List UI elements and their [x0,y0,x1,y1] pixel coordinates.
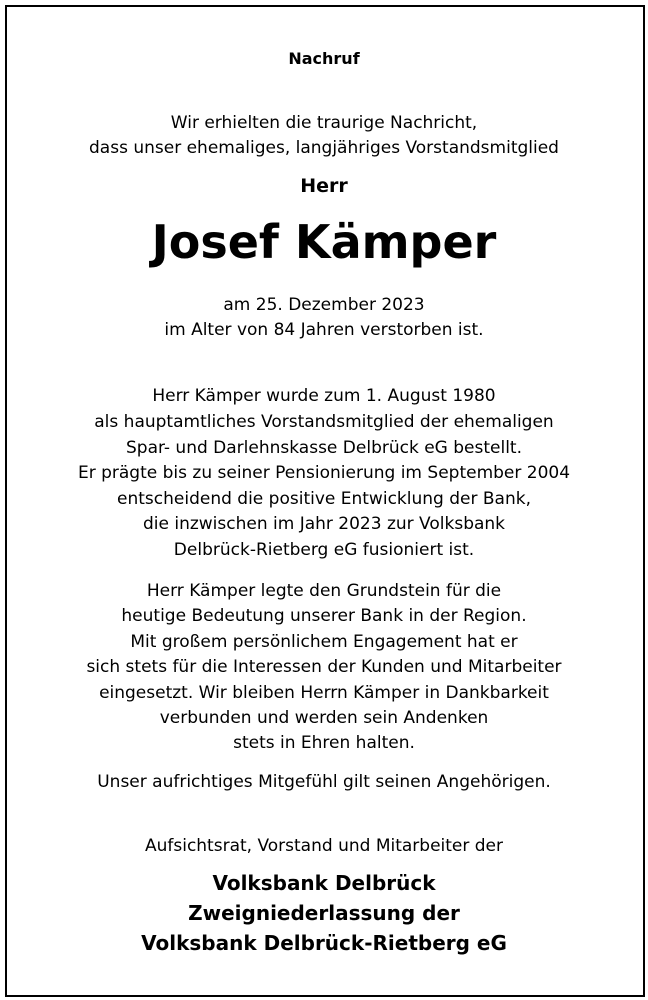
organization-line: Volksbank Delbrück-Rietberg eG [141,931,507,955]
paragraph1-line: als hauptamtliches Vorstandsmitglied der ehemaligen [94,412,554,432]
paragraph1-line: Spar- und Darlehnskasse Delbrück eG bestellt. [125,438,522,458]
paragraph1-line: entscheidend die positive Entwicklung der Bank, [117,489,531,509]
paragraph2-line: Herr Kämper legte den Grundstein für die [146,581,502,601]
paragraph2-line: stets in Ehren halten. [233,733,415,753]
age-line: im Alter von 84 Jahren verstorben ist. [164,320,484,340]
paragraph2-line: sich stets für die Interessen der Kunden und Mitarbeiter [86,657,562,677]
intro-line: Wir erhielten die traurige Nachricht, [170,113,478,133]
paragraph2-line: eingesetzt. Wir bleiben Herrn Kämper in Dankbarkeit [99,683,549,703]
salutation: Herr [300,175,348,197]
intro-line: dass unser ehemaliges, langjähriges Vorstandsmitglied [89,138,559,158]
organization-line: Volksbank Delbrück [212,871,436,895]
paragraph1-line: Delbrück-Rietberg eG fusioniert ist. [173,540,475,560]
death-date-line: am 25. Dezember 2023 [223,295,425,315]
deceased-name: Josef Kämper [151,215,497,269]
paragraph1-line: Herr Kämper wurde zum 1. August 1980 [152,386,496,406]
paragraph1-line: Er prägte bis zu seiner Pensionierung im September 2004 [77,463,571,483]
paragraph2-line: verbunden und werden sein Andenken [159,708,489,728]
organization-line: Zweigniederlassung der [188,901,460,925]
paragraph2-line: Mit großem persönlichem Engagement hat er [130,632,518,652]
signature-intro: Aufsichtsrat, Vorstand und Mitarbeiter der [144,836,504,856]
condolence-line: Unser aufrichtiges Mitgefühl gilt seinen Angehörigen. [97,772,551,792]
paragraph2-line: heutige Bedeutung unserer Bank in der Region. [121,606,527,626]
paragraph1-line: die inzwischen im Jahr 2023 zur Volksbank [142,514,506,534]
notice-heading: Nachruf [288,49,360,68]
